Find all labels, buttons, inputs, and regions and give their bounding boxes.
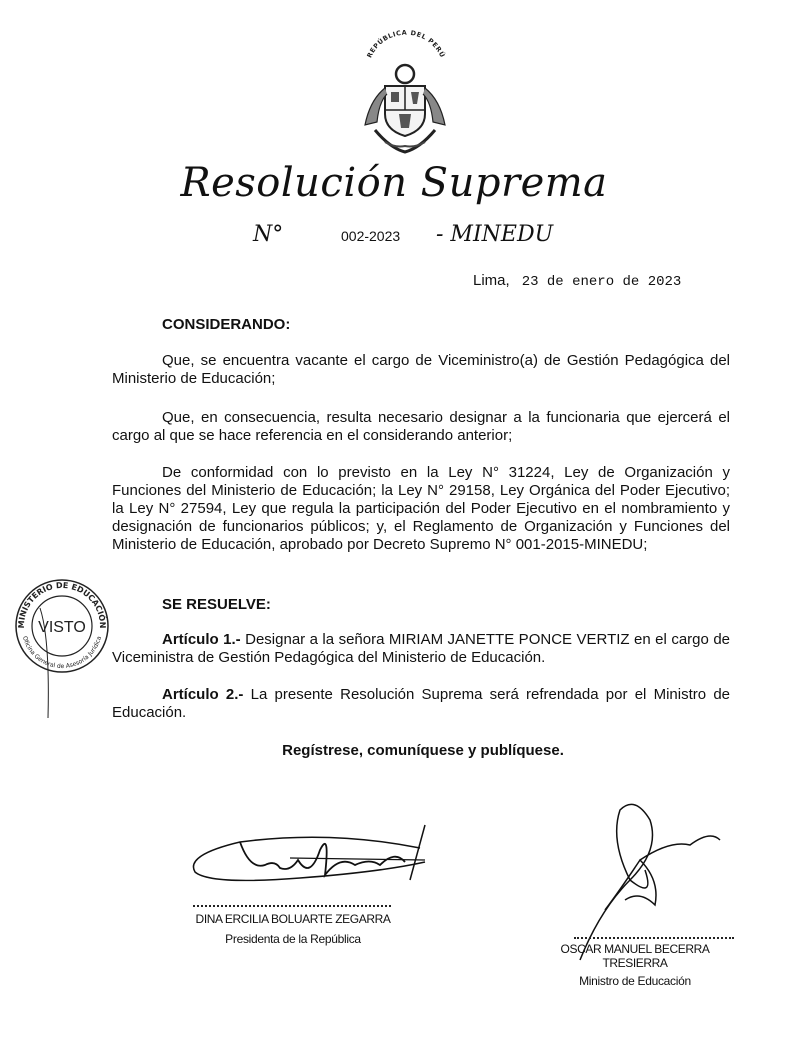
visto-stamp [10,578,110,728]
paragraph-2: Que, en consecuencia, resulta necesario designar a la funcionaria que ejercerá el cargo al que se hace referencia en el considerando anterior; [112,409,730,444]
resuelve-heading: SE RESUELVE: [162,596,271,613]
article-2-label: Artículo 2.- [162,686,244,703]
document-title: Resolución Suprema [180,160,608,206]
svg-text:REPÚBLICA DEL PERÚ [365,30,447,59]
minister-name: OSCAR MANUEL BECERRA TRESIERRA [560,942,710,970]
signature-block-president [180,912,406,946]
stamp-bottom-text: Oficina General de Asesoría Jurídica [20,635,103,671]
article-1-text: Designar a la señora MIRIAM JANETTE PONCE VERTIZ en el cargo de Viceministra de Gestión Pedagógica del Ministerio de Educación. [112,631,731,666]
crest-text: REPÚBLICA DEL PERÚ [365,30,447,60]
number-symbol: N° [253,222,284,247]
date-city: Lima, [473,272,510,289]
resolution-suffix: - MINEDU [436,222,554,247]
article-2-text: La presente Resolución Suprema será refrendada por el Ministro de Educación. [112,686,731,721]
paragraph-1: Que, se encuentra vacante el cargo de Viceministro(a) de Gestión Pedagógica del Ministerio de Educación; [112,352,730,387]
signature-line-president [193,905,391,907]
closing-formula: Regístrese, comuníquese y publíquese. [282,742,564,759]
resolution-number-line [253,222,653,252]
svg-text:Oficina General de Asesoría Ju [21,635,103,670]
president-role: Presidenta de la República [225,932,361,946]
signature-block-minister [530,942,740,988]
paragraph-3: De conformidad con lo previsto en la Ley N° 31224, Ley de Organización y Funciones del Ministerio de Educación; la Ley N° 29158, Ley Orgánica del Poder Ejecutivo; la Ley N° 27594, Ley que regula la participación del Poder Ejecutivo en el nombramiento y designación de funcionarios públicos; y, el Reglamento de Organización y Funciones del Ministerio de Educación, aprobado por Decreto Supremo N° 001-2015-MINEDU; [112,464,730,553]
signature-graphic-president [180,820,440,900]
date-value: 23 de enero de 2023 [521,274,682,290]
stamp-center-text: VISTO [38,619,86,636]
coat-of-arms-emblem [355,30,455,160]
article-2 [112,686,730,722]
document-date [473,272,681,290]
article-1 [112,631,730,667]
article-1-label: Artículo 1.- [162,631,241,648]
signature-line-minister [574,937,734,939]
minister-role: Ministro de Educación [579,974,691,988]
stamp-top-text: MINISTERIO DE EDUCACIÓN [16,580,108,629]
resolution-number: 002-2023 [341,228,401,244]
considerando-heading: CONSIDERANDO: [162,316,291,333]
president-name: DINA ERCILIA BOLUARTE ZEGARRA [195,912,391,926]
